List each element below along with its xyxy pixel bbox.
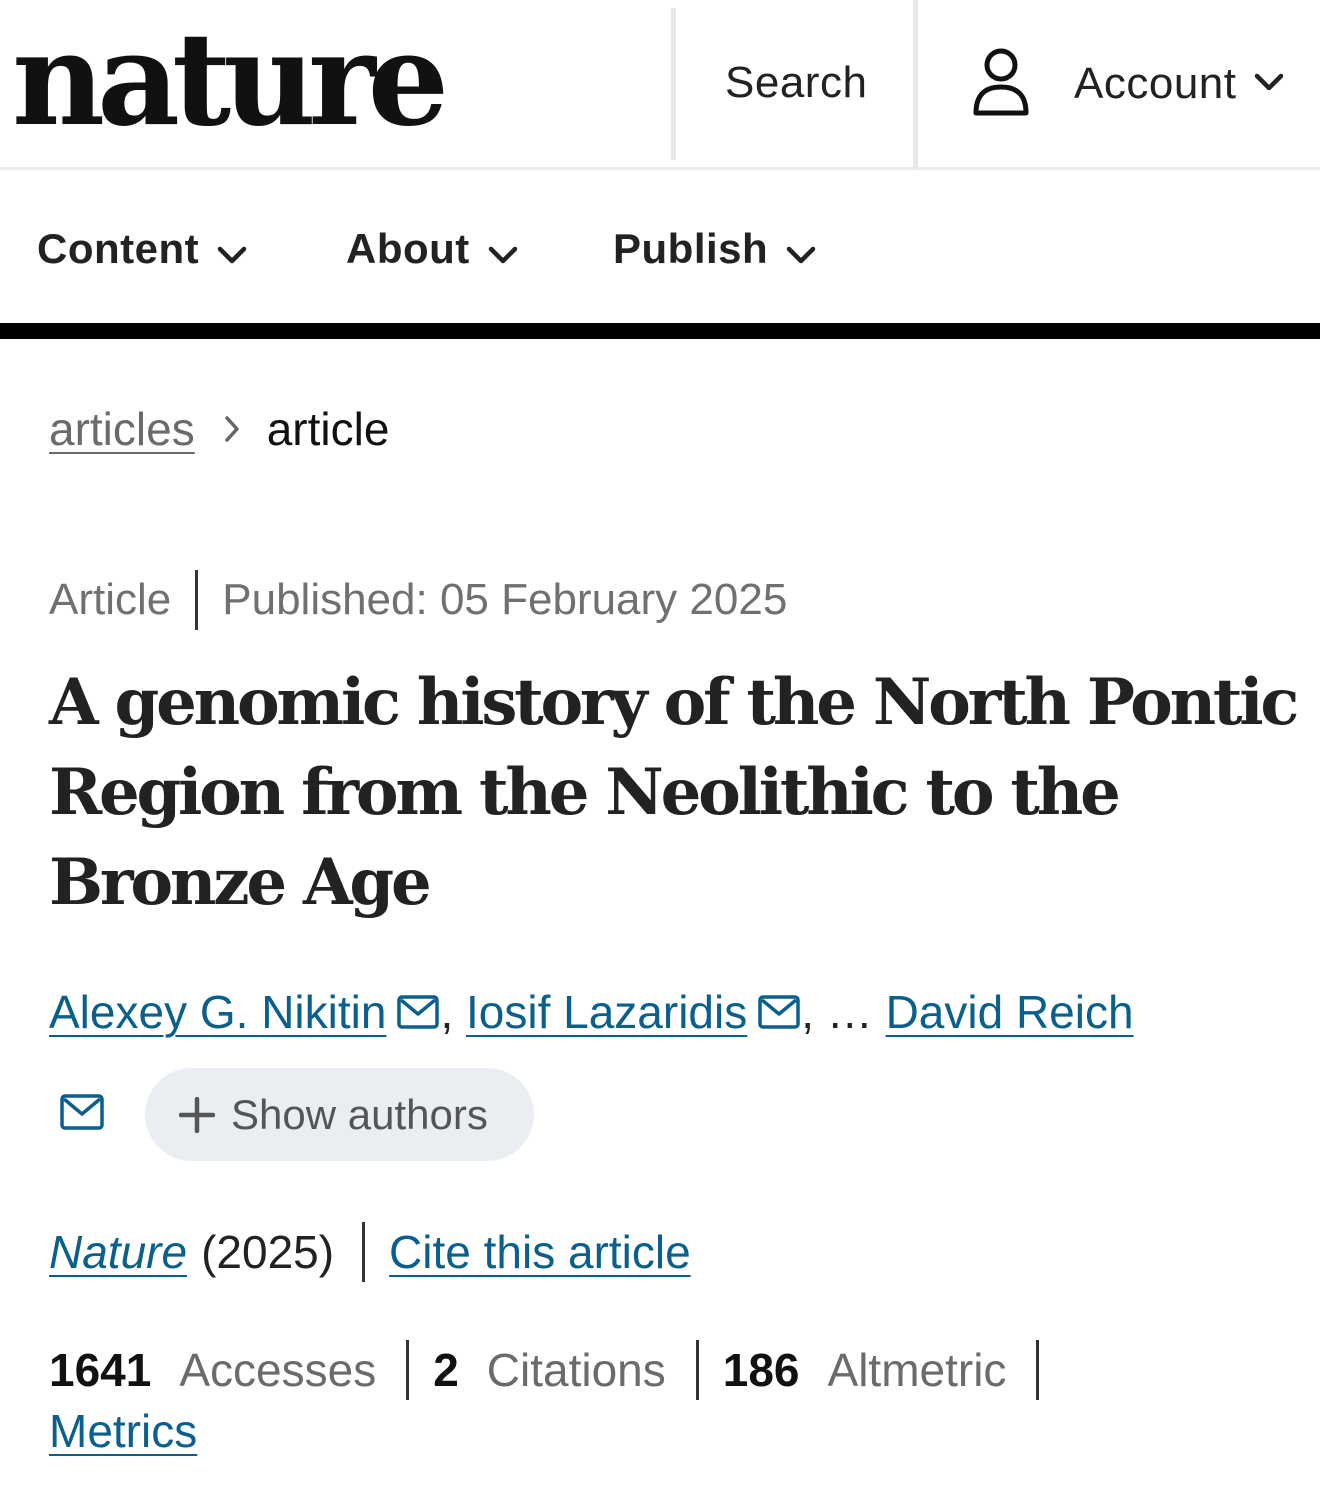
mail-icon[interactable] (757, 987, 801, 1042)
journal-divider (362, 1222, 365, 1282)
citations-count: 2 (433, 1344, 459, 1396)
chevron-down-icon (217, 227, 247, 275)
nav-content[interactable] (37, 223, 247, 275)
breadcrumb-current: article (266, 403, 390, 455)
journal-link[interactable]: Nature (49, 1226, 188, 1278)
plus-icon (179, 1097, 215, 1133)
metrics-divider (1036, 1340, 1039, 1400)
chevron-down-icon (488, 227, 518, 275)
article-title: A genomic history of the North Pontic Region from the Neolithic to the Bronze Age (49, 665, 1297, 920)
nav-about[interactable] (346, 223, 518, 275)
chevron-right-icon (223, 414, 241, 444)
header-divider (671, 8, 676, 160)
search-button[interactable]: Search (725, 58, 868, 107)
main-nav (0, 173, 1320, 323)
account-label: Account (1074, 59, 1237, 108)
altmetric-label: Altmetric (827, 1344, 1007, 1396)
nav-item-label: About (346, 225, 470, 272)
author-link[interactable]: David Reich (885, 986, 1134, 1038)
chevron-down-icon (786, 227, 816, 275)
meta-divider (195, 570, 198, 630)
mail-icon[interactable] (59, 1093, 105, 1136)
altmetric-count: 186 (722, 1344, 800, 1396)
published-date: Published: 05 February 2025 (222, 575, 788, 624)
citations-label: Citations (486, 1344, 666, 1396)
account-button[interactable] (972, 46, 1284, 122)
nature-logo[interactable]: nature (12, 5, 442, 155)
article-type: Article (49, 575, 172, 624)
breadcrumb-articles-link[interactable]: articles (49, 403, 195, 455)
accesses-count: 1641 (49, 1344, 152, 1396)
metrics-link[interactable]: Metrics (49, 1405, 198, 1457)
breadcrumb (49, 402, 389, 456)
cite-this-article-link[interactable]: Cite this article (389, 1226, 691, 1278)
accesses-label: Accesses (179, 1344, 377, 1396)
article-metrics (49, 1340, 1063, 1400)
mail-icon[interactable] (396, 987, 440, 1042)
publication-year: (2025) (201, 1226, 335, 1278)
nav-publish[interactable] (613, 223, 816, 275)
nav-divider (0, 323, 1320, 339)
author-separator: , (440, 986, 454, 1038)
author-link[interactable]: Iosif Lazaridis (466, 986, 748, 1038)
show-authors-button[interactable] (145, 1068, 534, 1161)
author-list (49, 985, 1299, 1042)
metrics-divider (406, 1340, 409, 1400)
site-header (0, 0, 1320, 170)
chevron-down-icon (1254, 72, 1284, 97)
user-icon (972, 46, 1030, 123)
author-ellipsis: , … (801, 986, 873, 1038)
show-authors-label: Show authors (231, 1090, 488, 1138)
article-meta (49, 570, 787, 630)
author-link[interactable]: Alexey G. Nikitin (49, 986, 387, 1038)
nav-item-label: Content (37, 225, 200, 272)
nav-item-label: Publish (613, 225, 769, 272)
author-list-continued (49, 1068, 534, 1161)
header-divider (913, 0, 918, 170)
journal-info (49, 1222, 691, 1282)
metrics-divider (696, 1340, 699, 1400)
